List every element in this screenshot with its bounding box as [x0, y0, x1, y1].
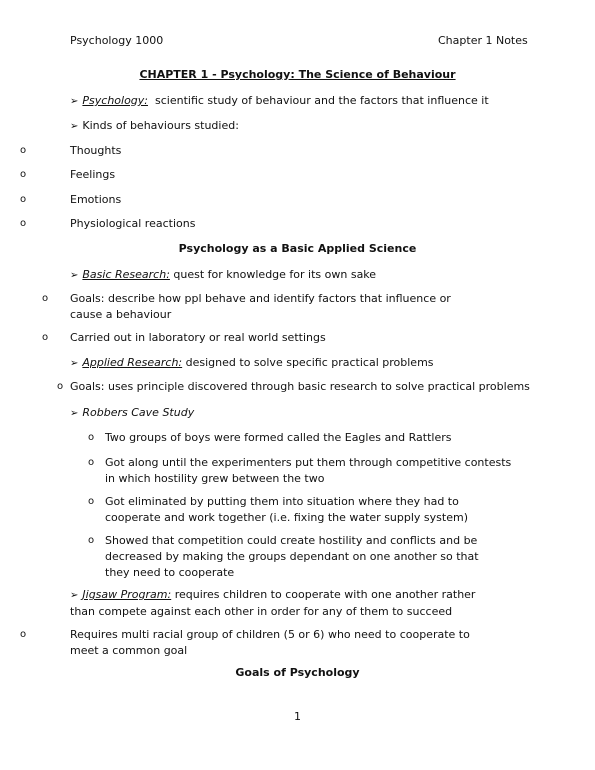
circle-bullet-icon: o — [88, 457, 95, 468]
arrow-bullet-icon: ➢ — [70, 408, 79, 419]
jigsaw-term: Jigsaw Program: — [82, 588, 172, 601]
list-item: Emotions — [70, 193, 122, 206]
circle-bullet-icon: o — [42, 293, 49, 304]
list-item: Two groups of boys were formed called the Eagles and Rattlers — [105, 431, 452, 444]
kinds-of-behaviours — [70, 118, 239, 135]
header-course: Psychology 1000 — [70, 34, 164, 47]
circle-bullet-icon: o — [42, 332, 49, 343]
robbers-cave-study — [70, 405, 194, 422]
list-item: Got eliminated by putting them into situation where they had to cooperate and work together (i.e. fixing the water supply system) — [105, 495, 468, 524]
header-chapter-notes: Chapter 1 Notes — [438, 34, 528, 47]
list-item: Showed that competition could create hostility and conflicts and be decreased by making the groups dependant on one another so that they need to cooperate — [105, 534, 479, 579]
arrow-bullet-icon: ➢ — [70, 358, 79, 369]
circle-bullet-icon: o — [20, 169, 27, 180]
robbers-cave-title: Robbers Cave Study — [82, 406, 195, 419]
applied-research — [70, 355, 434, 372]
kinds-label: Kinds of behaviours studied: — [82, 119, 239, 132]
basic-research-term: Basic Research: — [82, 268, 170, 281]
list-item: Thoughts — [70, 144, 122, 157]
applied-research-goals: Goals: uses principle discovered through basic research to solve practical problems — [70, 380, 530, 393]
circle-bullet-icon: o — [20, 629, 27, 640]
applied-research-term: Applied Research: — [82, 356, 183, 369]
psychology-definition — [70, 93, 489, 110]
list-item: Feelings — [70, 168, 116, 181]
psychology-def: scientific study of behaviour and the factors that influence it — [155, 94, 489, 107]
basic-research-goals: Goals: describe how ppl behave and identify factors that influence or cause a behaviour — [70, 292, 451, 321]
list-item: Got along until the experimenters put them through competitive contests in which hostility grew between the two — [105, 456, 512, 485]
jigsaw-detail: Requires multi racial group of children (5 or 6) who need to cooperate to meet a common goal — [70, 628, 470, 657]
jigsaw-def: requires children to cooperate with one another rather than compete against each other in order for any of them to succeed — [70, 588, 476, 618]
applied-research-def: designed to solve specific practical problems — [185, 356, 434, 369]
circle-bullet-icon: o — [20, 218, 27, 229]
circle-bullet-icon: o — [57, 381, 64, 392]
basic-research-def: quest for knowledge for its own sake — [173, 268, 377, 281]
circle-bullet-icon: o — [88, 432, 95, 443]
circle-bullet-icon: o — [20, 194, 27, 205]
page-number: 1 — [294, 710, 301, 723]
circle-bullet-icon: o — [20, 145, 27, 156]
circle-bullet-icon: o — [88, 535, 95, 546]
psychology-term: Psychology: — [82, 94, 148, 107]
jigsaw-program — [70, 587, 500, 620]
section-heading-basic-applied: Psychology as a Basic Applied Science — [178, 242, 417, 255]
basic-research-settings: Carried out in laboratory or real world settings — [70, 331, 326, 344]
circle-bullet-icon: o — [88, 496, 95, 507]
arrow-bullet-icon: ➢ — [70, 590, 79, 601]
list-item: Physiological reactions — [70, 217, 196, 230]
arrow-bullet-icon: ➢ — [70, 96, 79, 107]
section-heading-goals: Goals of Psychology — [235, 666, 360, 679]
arrow-bullet-icon: ➢ — [70, 270, 79, 281]
arrow-bullet-icon: ➢ — [70, 121, 79, 132]
chapter-title: CHAPTER 1 - Psychology: The Science of Behaviour — [139, 68, 456, 81]
basic-research — [70, 267, 376, 284]
